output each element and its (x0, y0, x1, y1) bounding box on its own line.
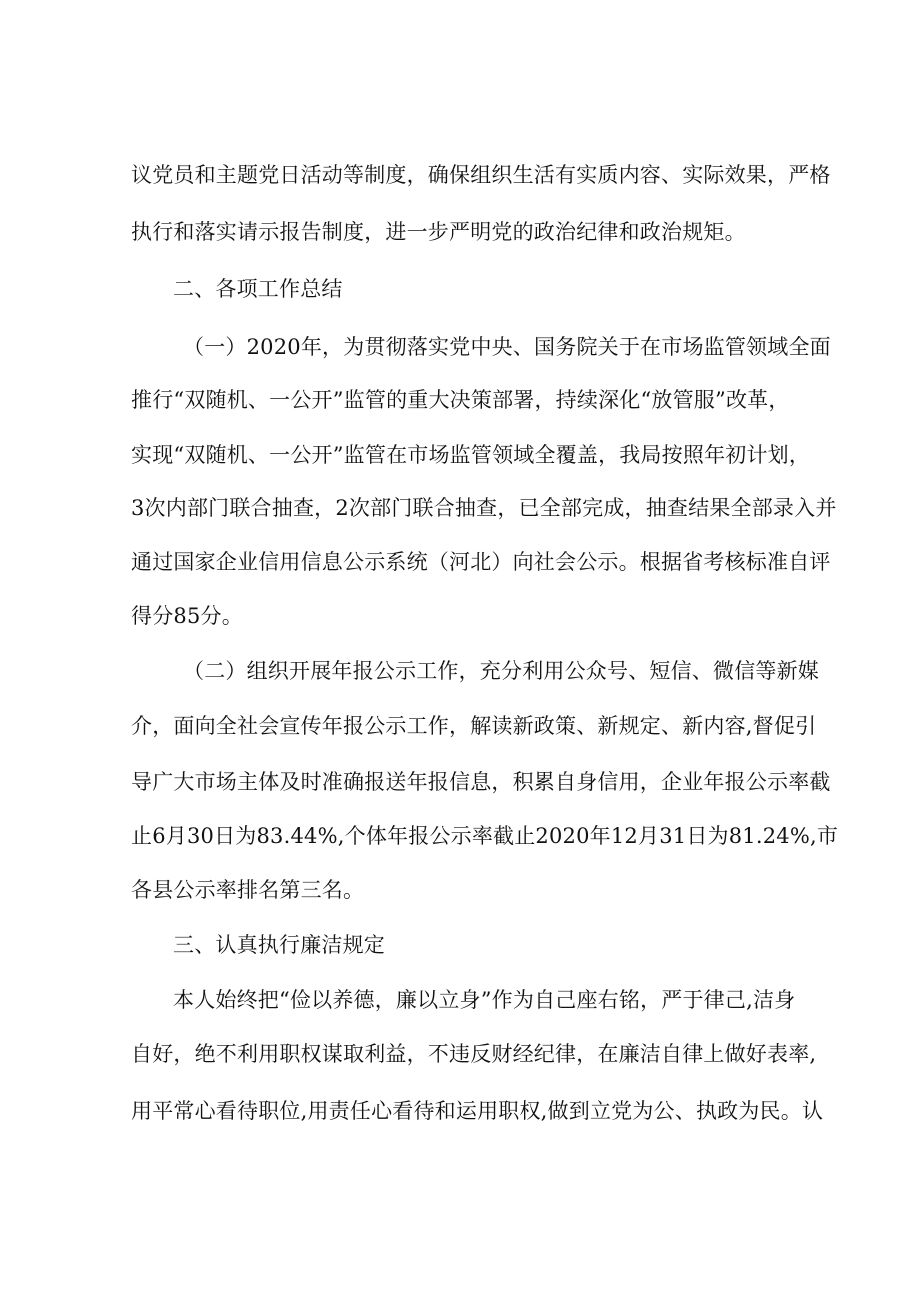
paragraph-line: 执行和落实请示报告制度，进一步严明党的政治纪律和政治规矩。 (131, 220, 746, 244)
paragraph-line: （一）2020年，为贯彻落实党中央、国务院关于在市场监管领域全面 (183, 335, 831, 359)
paragraph-line: 止6月30日为83.44%,个体年报公示率截止2020年12月31日为81.24%,市 (131, 824, 839, 848)
paragraph-line: 议党员和主题党日活动等制度，确保组织生活有实质内容、实际效果，严格 (131, 163, 831, 187)
section-heading: 三、认真执行廉洁规定 (173, 933, 385, 957)
paragraph-line: 得分85分。 (131, 604, 243, 628)
paragraph-line: 3次内部门联合抽查，2次部门联合抽查，已全部完成，抽查结果全部录入并 (131, 496, 837, 520)
paragraph-line: 实现“双随机、一公开”监管在市场监管领域全覆盖，我局按照年初计划， (131, 443, 811, 467)
paragraph-line: 本人始终把“俭以养德，廉以立身”作为自己座右铭，严于律己,洁身 (173, 988, 796, 1012)
paragraph-line: 自好，绝不利用职权谋取利益，不违反财经纪律，在廉洁自律上做好表率, (131, 1042, 817, 1066)
section-heading: 二、各项工作总结 (173, 277, 343, 301)
paragraph-line: （二）组织开展年报公示工作，充分利用公众号、短信、微信等新媒 (183, 659, 819, 683)
paragraph-line: 导广大市场主体及时准确报送年报信息，积累自身信用，企业年报公示率截 (131, 770, 831, 794)
paragraph-line: 用平常心看待职位,用责任心看待和运用职权,做到立党为公、执政为民。认 (131, 1099, 824, 1123)
paragraph-line: 介，面向全社会宣传年报公示工作，解读新政策、新规定、新内容,督促引 (131, 714, 817, 738)
paragraph-line: 各县公示率排名第三名。 (131, 878, 365, 902)
paragraph-line: 通过国家企业信用信息公示系统（河北）向社会公示。根据省考核标准自评 (131, 550, 831, 574)
paragraph-line: 推行“双随机、一公开”监管的重大决策部署，持续深化“放管服”改革， (131, 388, 790, 412)
